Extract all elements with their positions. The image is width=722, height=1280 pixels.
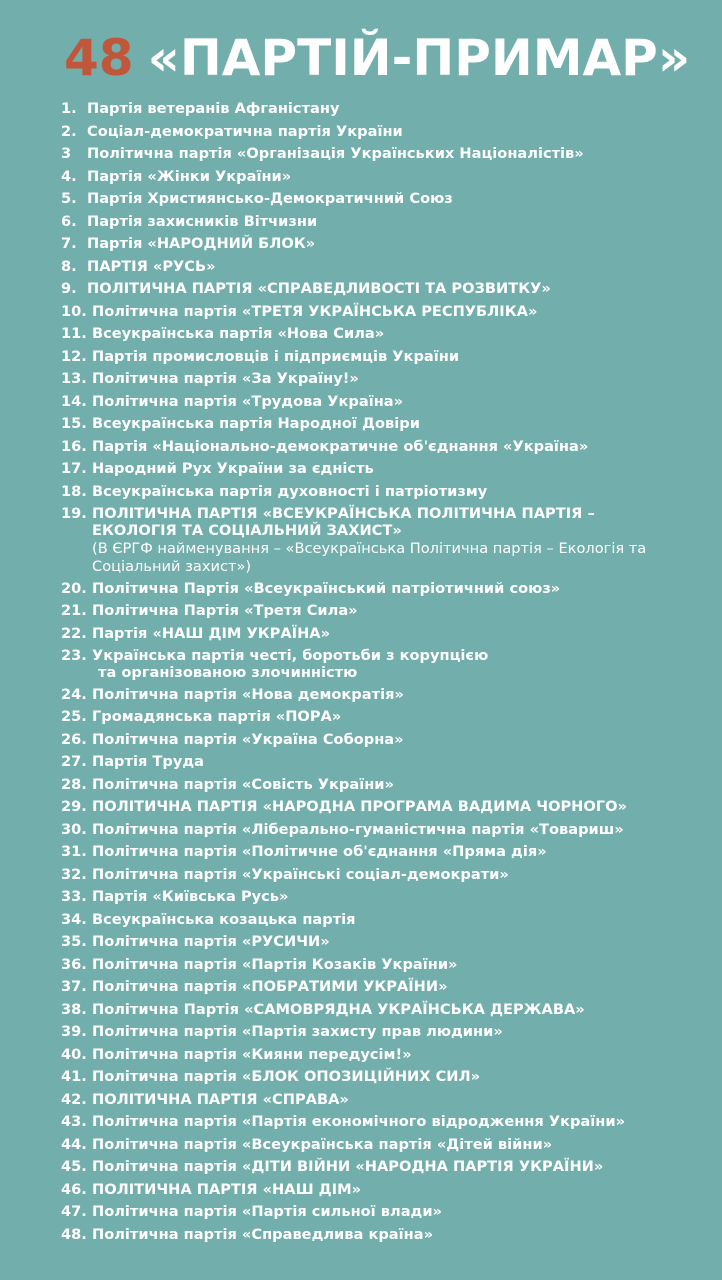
list-item (61, 1066, 701, 1089)
item-number: 39. (61, 1023, 87, 1041)
party-name: Політична партія «Справедлива країна» (92, 1225, 434, 1243)
item-name-block (92, 706, 341, 729)
item-number: 26. (61, 730, 87, 748)
item-name-block (92, 886, 288, 909)
item-number: 18. (61, 482, 87, 500)
party-name: Політична партія «Нова демократія» (92, 685, 404, 703)
list-item (61, 1156, 701, 1179)
party-name: Всеукраїнська партія Народної Довіри (92, 415, 420, 432)
item-name-block (92, 1179, 361, 1202)
item-name-block (87, 233, 315, 256)
party-name-continued: та організованою злочинністю (98, 663, 358, 681)
party-name: Політична партія «БЛОК ОПОЗИЦІЙНИХ СИЛ» (92, 1068, 481, 1086)
party-name: Політична партія «ТРЕТЯ УКРАЇНСЬКА РЕСПУБЛІКА» (92, 302, 538, 320)
list-item (61, 121, 701, 144)
item-name-block (92, 729, 404, 752)
item-number: 34. (61, 910, 87, 928)
list-item (61, 323, 701, 346)
party-name: Всеукраїнська партія «Нова Сила» (92, 325, 385, 342)
party-note: (В ЄРГФ найменування – «Всеукраїнська Політична партія – Екологія та Соціальний захист») (92, 539, 647, 575)
item-name-block (87, 211, 317, 234)
item-name-block (92, 1044, 412, 1067)
party-name: Партія «Жінки України» (87, 167, 292, 185)
list-item (61, 278, 701, 301)
item-name-block (92, 413, 420, 436)
item-number: 12. (61, 347, 87, 365)
item-number: 28. (61, 775, 87, 793)
item-number: 35. (61, 933, 87, 951)
list-item (61, 481, 701, 504)
party-name: Політична Партія «САМОВРЯДНА УКРАЇНСЬКА ДЕРЖАВА» (92, 1000, 585, 1018)
item-name-block (92, 931, 330, 954)
party-name: Політична Партія «Третя Сила» (92, 602, 358, 620)
item-number: 33. (61, 888, 87, 906)
list-item (61, 819, 701, 842)
party-name: Політична партія «ДІТИ ВІЙНИ «НАРОДНА ПАРТІЯ УКРАЇНИ» (92, 1158, 604, 1176)
list-item (61, 999, 701, 1022)
item-number: 1. (61, 100, 77, 117)
list-item (61, 368, 701, 391)
party-name: Партія ветеранів Афганістану (87, 100, 340, 117)
party-name: Партія «Національно-демократичне об'єднання «Україна» (92, 437, 589, 455)
item-number: 36. (61, 955, 87, 973)
party-name: Політична партія «Партія захисту прав людини» (92, 1023, 503, 1041)
list-item (61, 645, 701, 684)
list-item (61, 774, 701, 797)
item-number: 24. (61, 685, 87, 703)
item-number: 41. (61, 1068, 87, 1086)
item-number: 31. (61, 843, 87, 861)
list-item (61, 1134, 701, 1157)
party-name: ПОЛІТИЧНА ПАРТІЯ «ВСЕУКРАЇНСЬКА ПОЛІТИЧНА ПАРТІЯ – ЕКОЛОГІЯ ТА СОЦІАЛЬНИЙ ЗАХИСТ» (92, 505, 595, 539)
list-item (61, 346, 701, 369)
party-name: ПОЛІТИЧНА ПАРТІЯ «НАРОДНА ПРОГРАМА ВАДИМА ЧОРНОГО» (92, 798, 627, 816)
item-number: 25. (61, 708, 87, 726)
list-item (61, 233, 701, 256)
item-name-block (92, 301, 537, 324)
party-name: Партія «НАШ ДІМ УКРАЇНА» (92, 624, 331, 642)
item-number: 9. (61, 280, 77, 297)
item-number: 42. (61, 1090, 87, 1108)
list-item (61, 751, 701, 774)
item-name-block (87, 98, 340, 121)
list-item (61, 600, 701, 623)
list-item (61, 211, 701, 234)
item-name-block (92, 1201, 442, 1224)
party-name: Політична партія «Політичне об'єднання «Пряма дія» (92, 843, 547, 861)
list-item (61, 1111, 701, 1134)
party-name: ПАРТІЯ «РУСЬ» (87, 257, 216, 275)
list-item (61, 1021, 701, 1044)
item-name-block (92, 458, 374, 481)
item-name-block (92, 1021, 503, 1044)
list-item (61, 1179, 701, 1202)
item-name-block (92, 436, 588, 459)
list-item (61, 256, 701, 279)
list-item (61, 706, 701, 729)
item-name-block (87, 121, 403, 144)
list-item (61, 1089, 701, 1112)
item-number: 22. (61, 624, 87, 642)
item-number: 43. (61, 1113, 87, 1131)
item-name-block (92, 623, 330, 646)
party-name: Соціал-демократична партія України (87, 122, 403, 140)
page-title (64, 28, 690, 88)
list-item (61, 503, 701, 578)
item-number: 48. (61, 1225, 87, 1243)
item-name-block (92, 999, 585, 1022)
list-item (61, 729, 701, 752)
list-item (61, 1201, 701, 1224)
item-name-block (92, 600, 358, 623)
item-name-block (92, 909, 356, 932)
item-number: 38. (61, 1000, 87, 1018)
item-name-block (87, 278, 551, 301)
list-item (61, 413, 701, 436)
item-name-block (92, 1089, 349, 1112)
item-number: 4. (61, 167, 77, 185)
item-number: 19. (61, 505, 87, 522)
item-number: 45. (61, 1158, 87, 1176)
item-name-block (92, 1066, 480, 1089)
list-item (61, 886, 701, 909)
list-item (61, 143, 701, 166)
party-name: Партія Християнсько-Демократичний Союз (87, 190, 453, 207)
party-name: ПОЛІТИЧНА ПАРТІЯ «СПРАВЕДЛИВОСТІ ТА РОЗВИТКУ» (87, 280, 551, 297)
party-name: Політична партія «РУСИЧИ» (92, 933, 330, 951)
item-number: 27. (61, 753, 87, 771)
party-name: Партія промисловців і підприємців України (92, 347, 460, 365)
item-name-block (92, 841, 547, 864)
list-item (61, 166, 701, 189)
item-name-block (92, 368, 359, 391)
item-number: 16. (61, 437, 87, 455)
list-item (61, 458, 701, 481)
item-number: 29. (61, 798, 87, 816)
list-item (61, 578, 701, 601)
item-number: 11. (61, 325, 87, 342)
item-name-block (87, 256, 216, 279)
item-number: 7. (61, 235, 77, 252)
party-name: Політична партія «Всеукраїнська партія «Дітей війни» (92, 1135, 553, 1153)
item-number: 23. (61, 647, 87, 665)
party-name: Всеукраїнська партія духовності і патріотизму (92, 482, 488, 500)
list-item (61, 909, 701, 932)
item-name-block (92, 391, 403, 414)
party-name: Політична партія «Кияни передусім!» (92, 1045, 412, 1063)
list-item (61, 1044, 701, 1067)
item-name-block (92, 954, 457, 977)
party-name: Українська партія честі, боротьби з корупцією (92, 647, 489, 665)
party-name: Народний Рух України за єдність (92, 460, 374, 477)
party-name: Політична партія «Україна Соборна» (92, 730, 404, 748)
item-name-block (92, 684, 404, 707)
item-number: 21. (61, 602, 87, 620)
item-number: 10. (61, 302, 87, 320)
list-item (61, 954, 701, 977)
item-name-block (92, 796, 627, 819)
item-number: 32. (61, 865, 87, 883)
list-item (61, 623, 701, 646)
party-name: Політична партія «Партія сильної влади» (92, 1203, 442, 1221)
item-number: 6. (61, 212, 77, 230)
item-name-block (92, 578, 560, 601)
list-item (61, 841, 701, 864)
item-name-block (87, 143, 584, 166)
item-name-block (92, 1134, 552, 1157)
party-name: Політична партія «Совість України» (92, 775, 394, 793)
item-name-block (92, 1156, 603, 1179)
item-number: 17. (61, 460, 87, 477)
party-name: Політична партія «Організація Українських Націоналістів» (87, 145, 584, 162)
item-number: 20. (61, 579, 87, 597)
party-name: Партія «Київська Русь» (92, 888, 289, 906)
list-item (61, 436, 701, 459)
list-item (61, 931, 701, 954)
party-name: Політична Партія «Всеукраїнський патріотичний союз» (92, 579, 561, 597)
list-item (61, 1224, 701, 1247)
party-name: Політична партія «Трудова Україна» (92, 392, 404, 410)
item-name-block (92, 481, 487, 504)
list-item (61, 98, 701, 121)
item-name-block (92, 751, 204, 774)
list-item (61, 188, 701, 211)
item-number: 15. (61, 415, 87, 432)
party-name: ПОЛІТИЧНА ПАРТІЯ «СПРАВА» (92, 1090, 349, 1108)
title-number: 48 (64, 29, 134, 87)
item-name-block (92, 864, 509, 887)
party-name: Всеукраїнська козацька партія (92, 910, 356, 928)
item-name-block (92, 645, 488, 684)
party-name: ПОЛІТИЧНА ПАРТІЯ «НАШ ДІМ» (92, 1180, 362, 1198)
item-name-block (87, 166, 291, 189)
item-name-block (87, 188, 453, 211)
item-name-block (92, 976, 448, 999)
item-number: 40. (61, 1045, 87, 1063)
item-name-block (92, 503, 652, 578)
item-number: 37. (61, 978, 87, 996)
party-name: Політична партія «Партія Козаків України» (92, 955, 458, 973)
item-number: 5. (61, 190, 77, 207)
item-number: 3 (61, 145, 72, 162)
item-name-block (92, 323, 384, 346)
party-name: Політична партія «ПОБРАТИМИ УКРАЇНИ» (92, 978, 448, 996)
item-number: 47. (61, 1203, 87, 1221)
party-name: Політична партія «Ліберально-гуманістична партія «Товариш» (92, 820, 624, 838)
party-name: Партія Труда (92, 753, 204, 771)
item-number: 14. (61, 392, 87, 410)
item-number: 44. (61, 1135, 87, 1153)
item-name-block (92, 1111, 625, 1134)
list-item (61, 391, 701, 414)
item-name-block (92, 1224, 433, 1247)
list-item (61, 301, 701, 324)
party-name: Партія «НАРОДНИЙ БЛОК» (87, 235, 316, 252)
item-number: 8. (61, 257, 77, 275)
item-number: 30. (61, 820, 87, 838)
item-number: 2. (61, 122, 77, 140)
party-list (61, 98, 701, 1246)
item-name-block (92, 774, 394, 797)
item-number: 13. (61, 370, 87, 387)
party-name: Політична партія «За Україну!» (92, 370, 359, 387)
party-name: Партія захисників Вітчизни (87, 212, 318, 230)
list-item (61, 796, 701, 819)
party-name: Політична партія «Українські соціал-демократи» (92, 865, 509, 883)
title-text: «ПАРТІЙ-ПРИМАР» (147, 29, 691, 87)
list-item (61, 684, 701, 707)
party-name: Громадянська партія «ПОРА» (92, 708, 342, 726)
list-item (61, 864, 701, 887)
item-name-block (92, 819, 624, 842)
party-name: Політична партія «Партія економічного відродження України» (92, 1113, 626, 1131)
item-number: 46. (61, 1180, 87, 1198)
item-name-block (92, 346, 459, 369)
list-item (61, 976, 701, 999)
